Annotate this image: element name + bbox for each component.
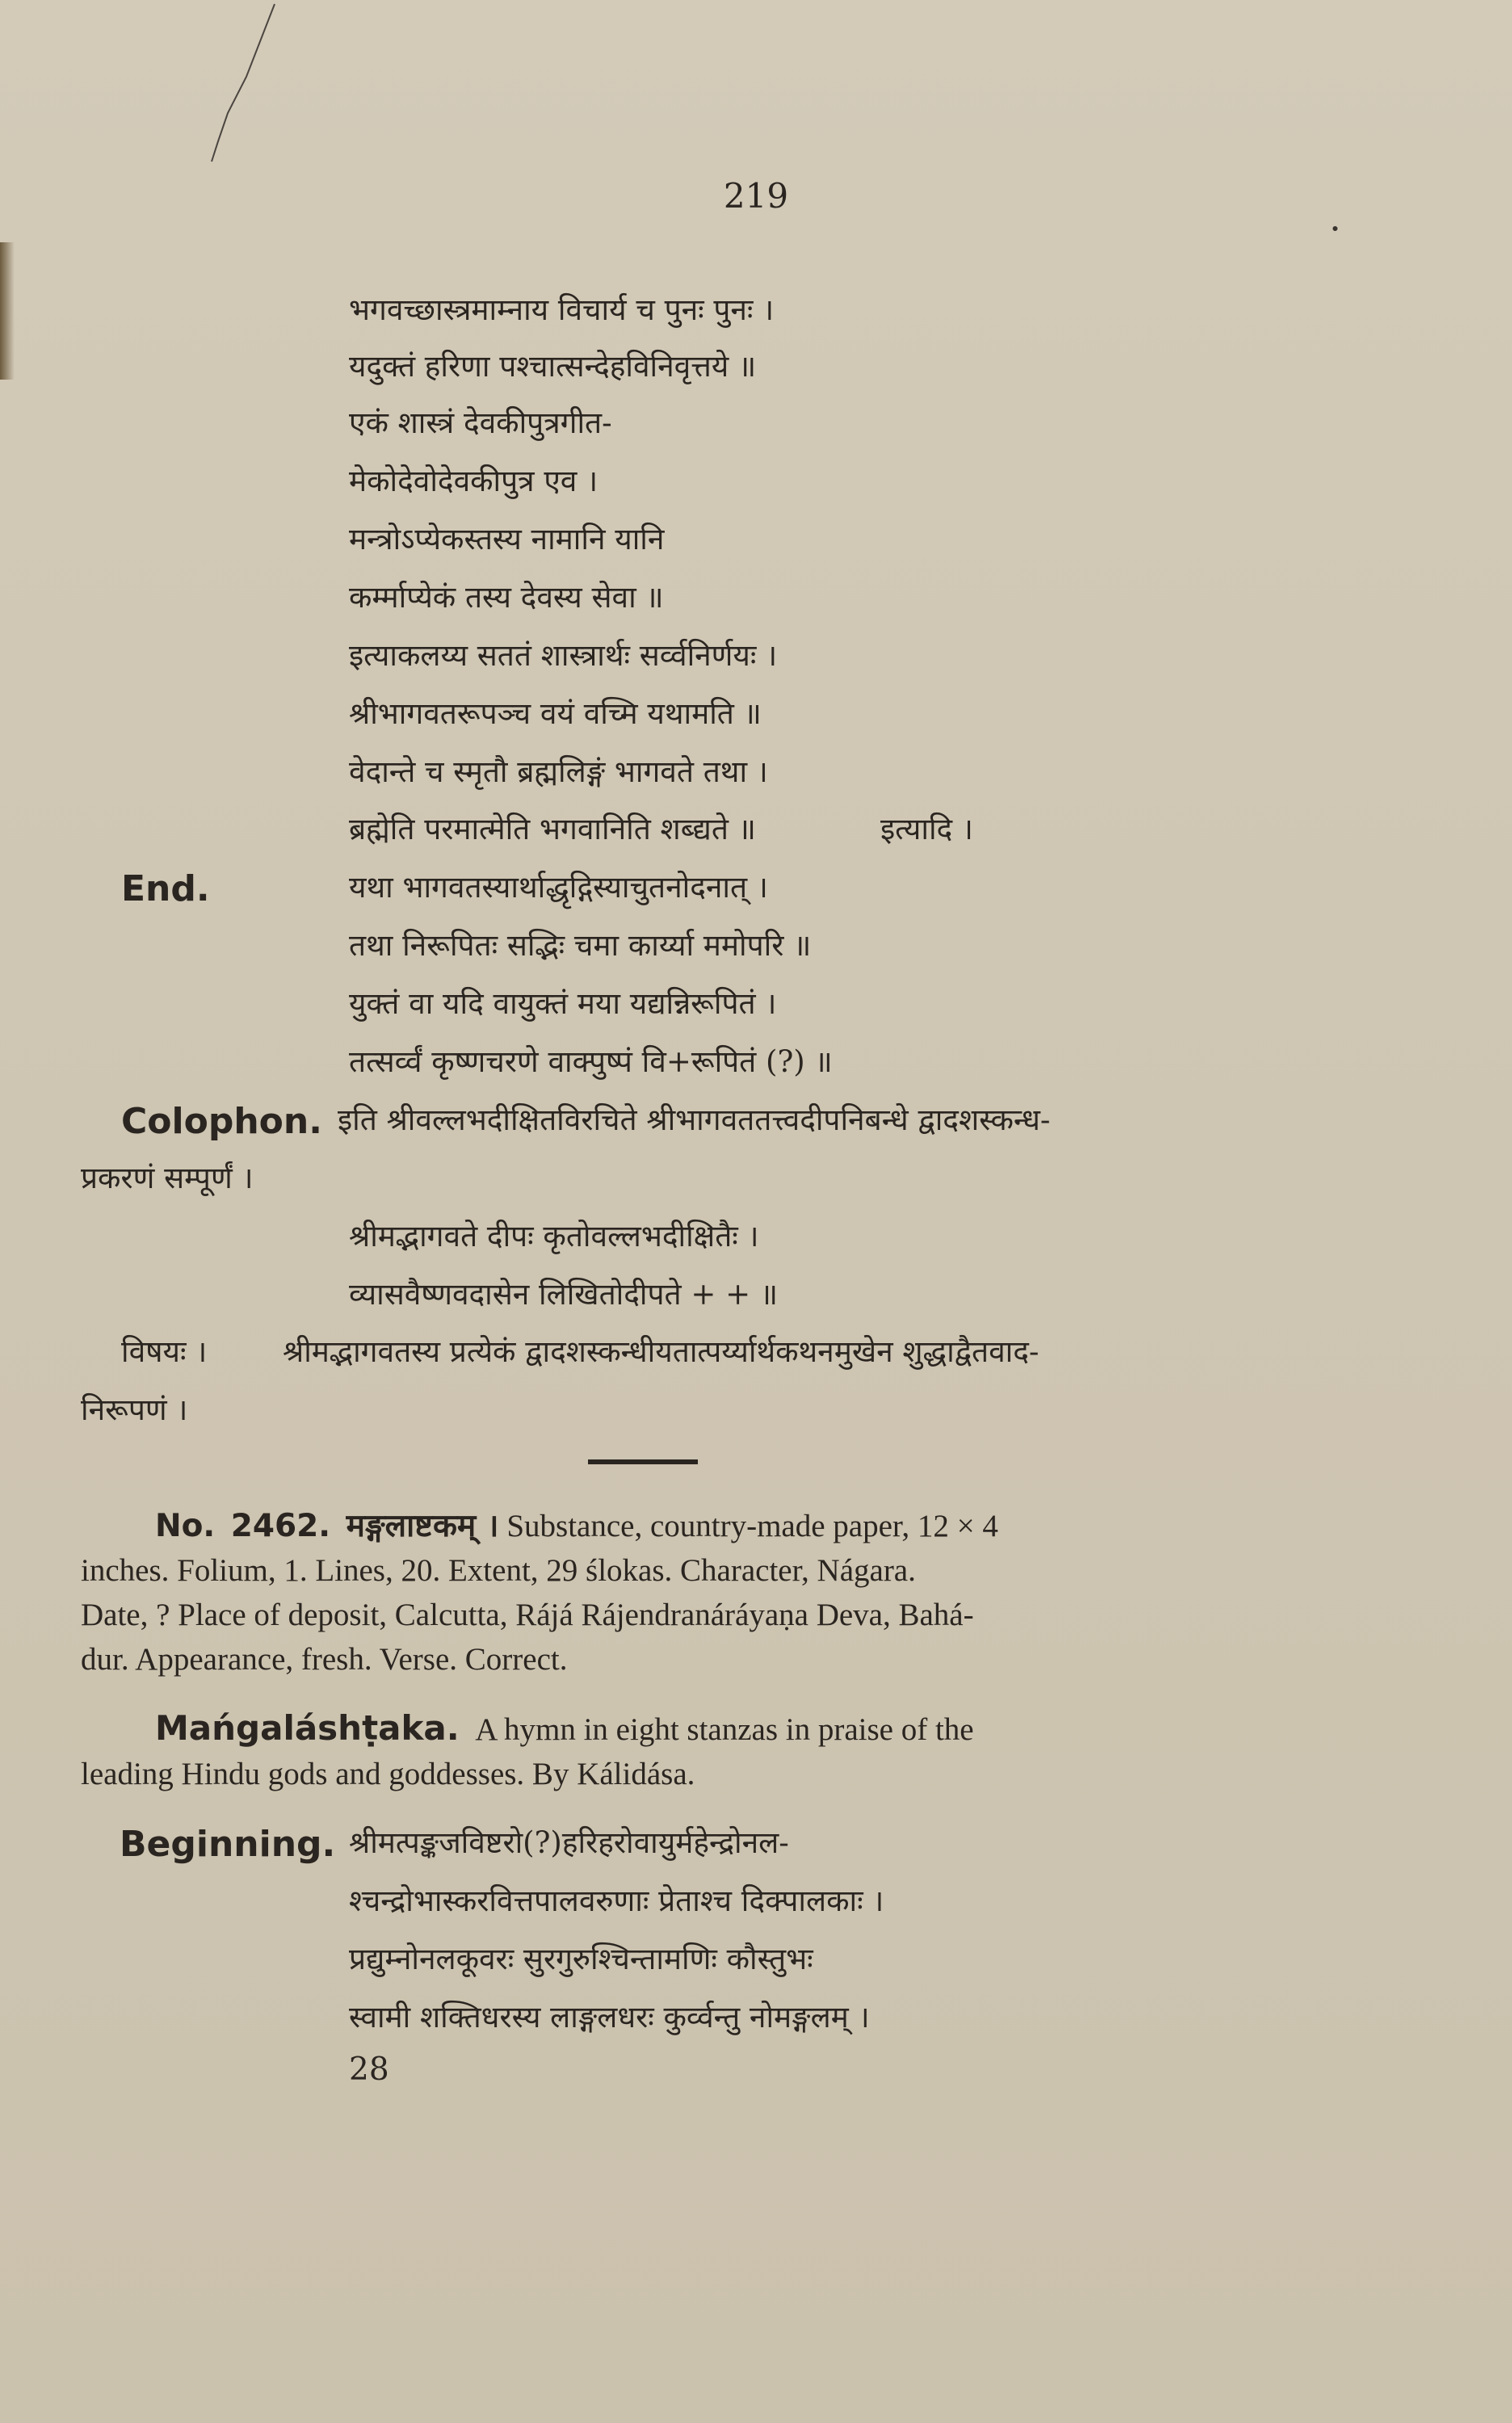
entry-line: inches. Folium, 1. Lines, 20. Extent, 29 ślokas. Character, Nágara. [81, 1553, 916, 1588]
verse-line: ब्रह्मेति परमात्मेति भगवानिति शब्द्यते ॥ [349, 812, 756, 846]
description-line [81, 1706, 1212, 1752]
beginning-verse-line: श्चन्द्रोभास्करवित्तपालवरुणाः प्रेताश्च दिक्पालकाः । [349, 1883, 884, 1918]
binding-edge-stain [0, 242, 15, 380]
beginning-verse-line: स्वामी शक्तिधरस्य लाङ्गलधरः कुर्व्वन्तु नोमङ्गलम् । [349, 2000, 870, 2035]
vishaya-line: निरूपणं । [81, 1392, 188, 1427]
end-verse-line: तत्सर्व्वं कृष्णचरणे वाक्पुष्पं वि+रूपितं (?) ॥ [349, 1044, 833, 1079]
end-verse-line: युक्तं वा यदि वायुक्तं मया यद्यन्निरूपितं । [349, 986, 777, 1021]
description-line: leading Hindu gods and goddesses. By Kálidása. [81, 1757, 695, 1791]
ityadi-text: इत्यादि । [880, 812, 973, 846]
verse-line: भगवच्छास्त्रमाम्नाय विचार्य च पुनः पुनः । [349, 292, 775, 327]
colophon-verse-line: व्यासवैष्णवदासेन लिखितोदीपते + + ॥ [349, 1277, 779, 1312]
end-verse-line: यथा भागवतस्यार्थाद्धृद्गिस्याचुतनोदनात् । [349, 870, 768, 905]
entry-line: dur. Appearance, fresh. Verse. Correct. [81, 1642, 568, 1677]
beginning-line: श्रीमत्पङ्कजविष्टरो(?)हरिहरोवायुर्महेन्द्रोनल- [349, 1825, 789, 1860]
verse-line: एकं शास्त्रं देवकीपुत्रगीत- [349, 405, 612, 440]
verse-line: कर्म्माप्येकं तस्य देवस्य सेवा ॥ [349, 580, 664, 615]
colophon-verse-line: श्रीमद्भागवते दीपः कृतोवल्लभदीक्षितैः । [349, 1219, 759, 1253]
entry-line: Date, ? Place of deposit, Calcutta, Rájá Rájendranáráyaṇa Deva, Bahá- [81, 1598, 974, 1632]
verse-line: वेदान्ते च स्मृतौ ब्रह्मलिङ्गं भागवते तथा । [349, 754, 768, 789]
beginning-verse-line: प्रद्युम्नोनलकूवरः सुरगुरुश्चिन्तामणिः कौस्तुभः [349, 1942, 813, 1976]
section-divider [588, 1459, 698, 1464]
page-number: 219 [723, 176, 789, 216]
description-paragraph [81, 1706, 1212, 1796]
description-text: A hymn in eight stanzas in praise of the [475, 1712, 974, 1747]
signature-mark: 28 [349, 2051, 389, 2088]
entry-number: 2462. [230, 1508, 331, 1544]
colophon-line: प्रकरणं सम्पूर्णं । [81, 1161, 254, 1195]
vishaya-label: विषयः । [121, 1334, 208, 1369]
ink-speck [1333, 226, 1338, 231]
verse-line: इत्याकलय्य सततं शास्त्रार्थः सर्व्वनिर्णयः । [349, 638, 778, 673]
verse-line: श्रीभागवतरूपञ्च वयं वच्मि यथामति ॥ [349, 696, 762, 731]
verse-line: मेकोदेवोदेवकीपुत्र एव । [349, 464, 598, 498]
vishaya-line: श्रीमद्भागवतस्य प्रत्येकं द्वादशस्कन्धीयतात्पर्य्यार्थकथनमुखेन शुद्धाद्वैतवाद- [283, 1334, 1040, 1369]
colophon-line: इति श्रीवल्लभदीक्षितविरचिते श्रीभागवततत्त्वदीपनिबन्धे द्वादशस्कन्ध- [338, 1102, 1051, 1137]
entry-line [81, 1504, 1212, 1548]
verse-line: मन्त्रोऽप्येकस्तस्य नामानि यानि [349, 522, 665, 556]
entry-paragraph [81, 1504, 1212, 1682]
entry-text: Substance, country-made paper, 12 × 4 [506, 1509, 998, 1543]
description-title: Mańgaláshṭaka. [155, 1708, 460, 1748]
colophon-label: Colophon. [121, 1101, 322, 1142]
beginning-label: Beginning. [120, 1824, 336, 1865]
entry-title-sanskrit: मङ्गलाष्टकम् । [346, 1508, 499, 1544]
end-verse-line: तथा निरूपितः सद्भिः चमा कार्य्या ममोपरि ॥ [349, 928, 812, 963]
entry-no-label: No. [155, 1508, 216, 1544]
end-label: End. [121, 868, 210, 909]
verse-line: यदुक्तं हरिणा पश्चात्सन्देहविनिवृत्तये ॥ [349, 349, 757, 384]
pencil-stroke-mark [162, 0, 283, 178]
